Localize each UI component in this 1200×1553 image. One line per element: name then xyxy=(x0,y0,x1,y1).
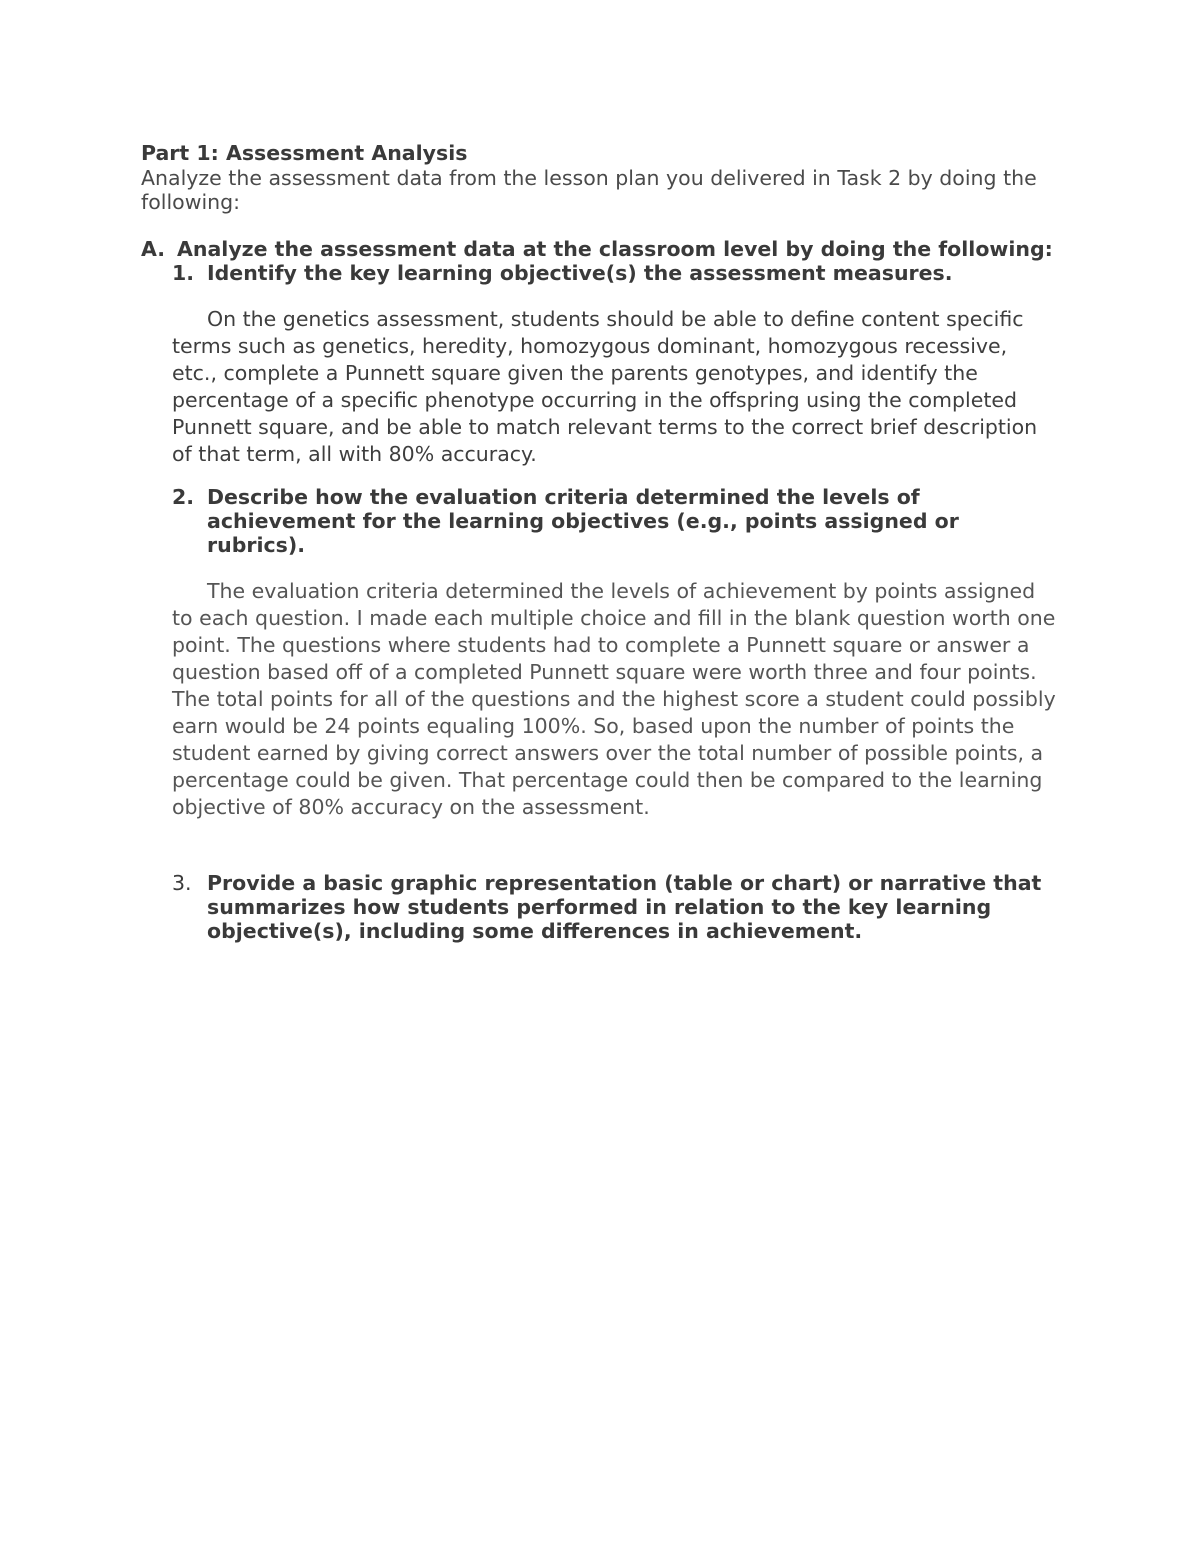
item-2-answer: The evaluation criteria determined the levels of achievement by points assigned to each question. I made each multiple choice and fill in the blank question worth one point. The questions where students had to complete a Punnett square or answer a question based off of a completed Punnett square were worth three and four points. The total points for all of the questions and the highest score a student could possibly earn would be 24 points equaling 100%. So, based upon the number of points the student earned by giving correct answers over the total number of possible points, a percentage could be given. That percentage could then be compared to the learning objective of 80% accuracy on the assessment. xyxy=(172,579,1056,819)
section-a-marker: A. xyxy=(141,237,166,261)
item-2-heading-text: Describe how the evaluation criteria determined the levels of achievement for the learning objectives (e.g., points assigned or rubrics). xyxy=(207,485,959,557)
item-3 xyxy=(141,871,1056,943)
section-a-heading-text: Analyze the assessment data at the classroom level by doing the following: xyxy=(177,237,1053,261)
item-2-number: 2. xyxy=(172,485,195,509)
item-1-heading-text: Identify the key learning objective(s) the assessment measures. xyxy=(207,261,953,285)
section-a xyxy=(141,237,1056,943)
part-title: Part 1: Assessment Analysis xyxy=(141,141,468,165)
item-1-number: 1. xyxy=(172,261,195,285)
item-2-heading xyxy=(141,485,1056,557)
item-2 xyxy=(141,485,1056,821)
item-3-heading xyxy=(141,871,1056,943)
item-3-number: 3. xyxy=(172,871,192,895)
item-3-heading-text: Provide a basic graphic representation (table or chart) or narrative that summarizes how students performed in relation to the key learning objective(s), including some differences in achievement. xyxy=(207,871,1042,943)
item-1 xyxy=(141,261,1056,468)
document-body xyxy=(141,141,1056,943)
item-1-answer: On the genetics assessment, students should be able to define content specific terms such as genetics, heredity, homozygous dominant, homozygous recessive, etc., complete a Punnett square given the parents genotypes, and identify the percentage of a specific phenotype occurring in the offspring using the completed Punnett square, and be able to match relevant terms to the correct brief description of that term, all with 80% accuracy. xyxy=(172,307,1038,466)
section-a-heading xyxy=(141,237,1056,261)
item-1-heading xyxy=(141,261,1056,285)
part-intro: Analyze the assessment data from the lesson plan you delivered in Task 2 by doing the following: xyxy=(141,166,1037,214)
